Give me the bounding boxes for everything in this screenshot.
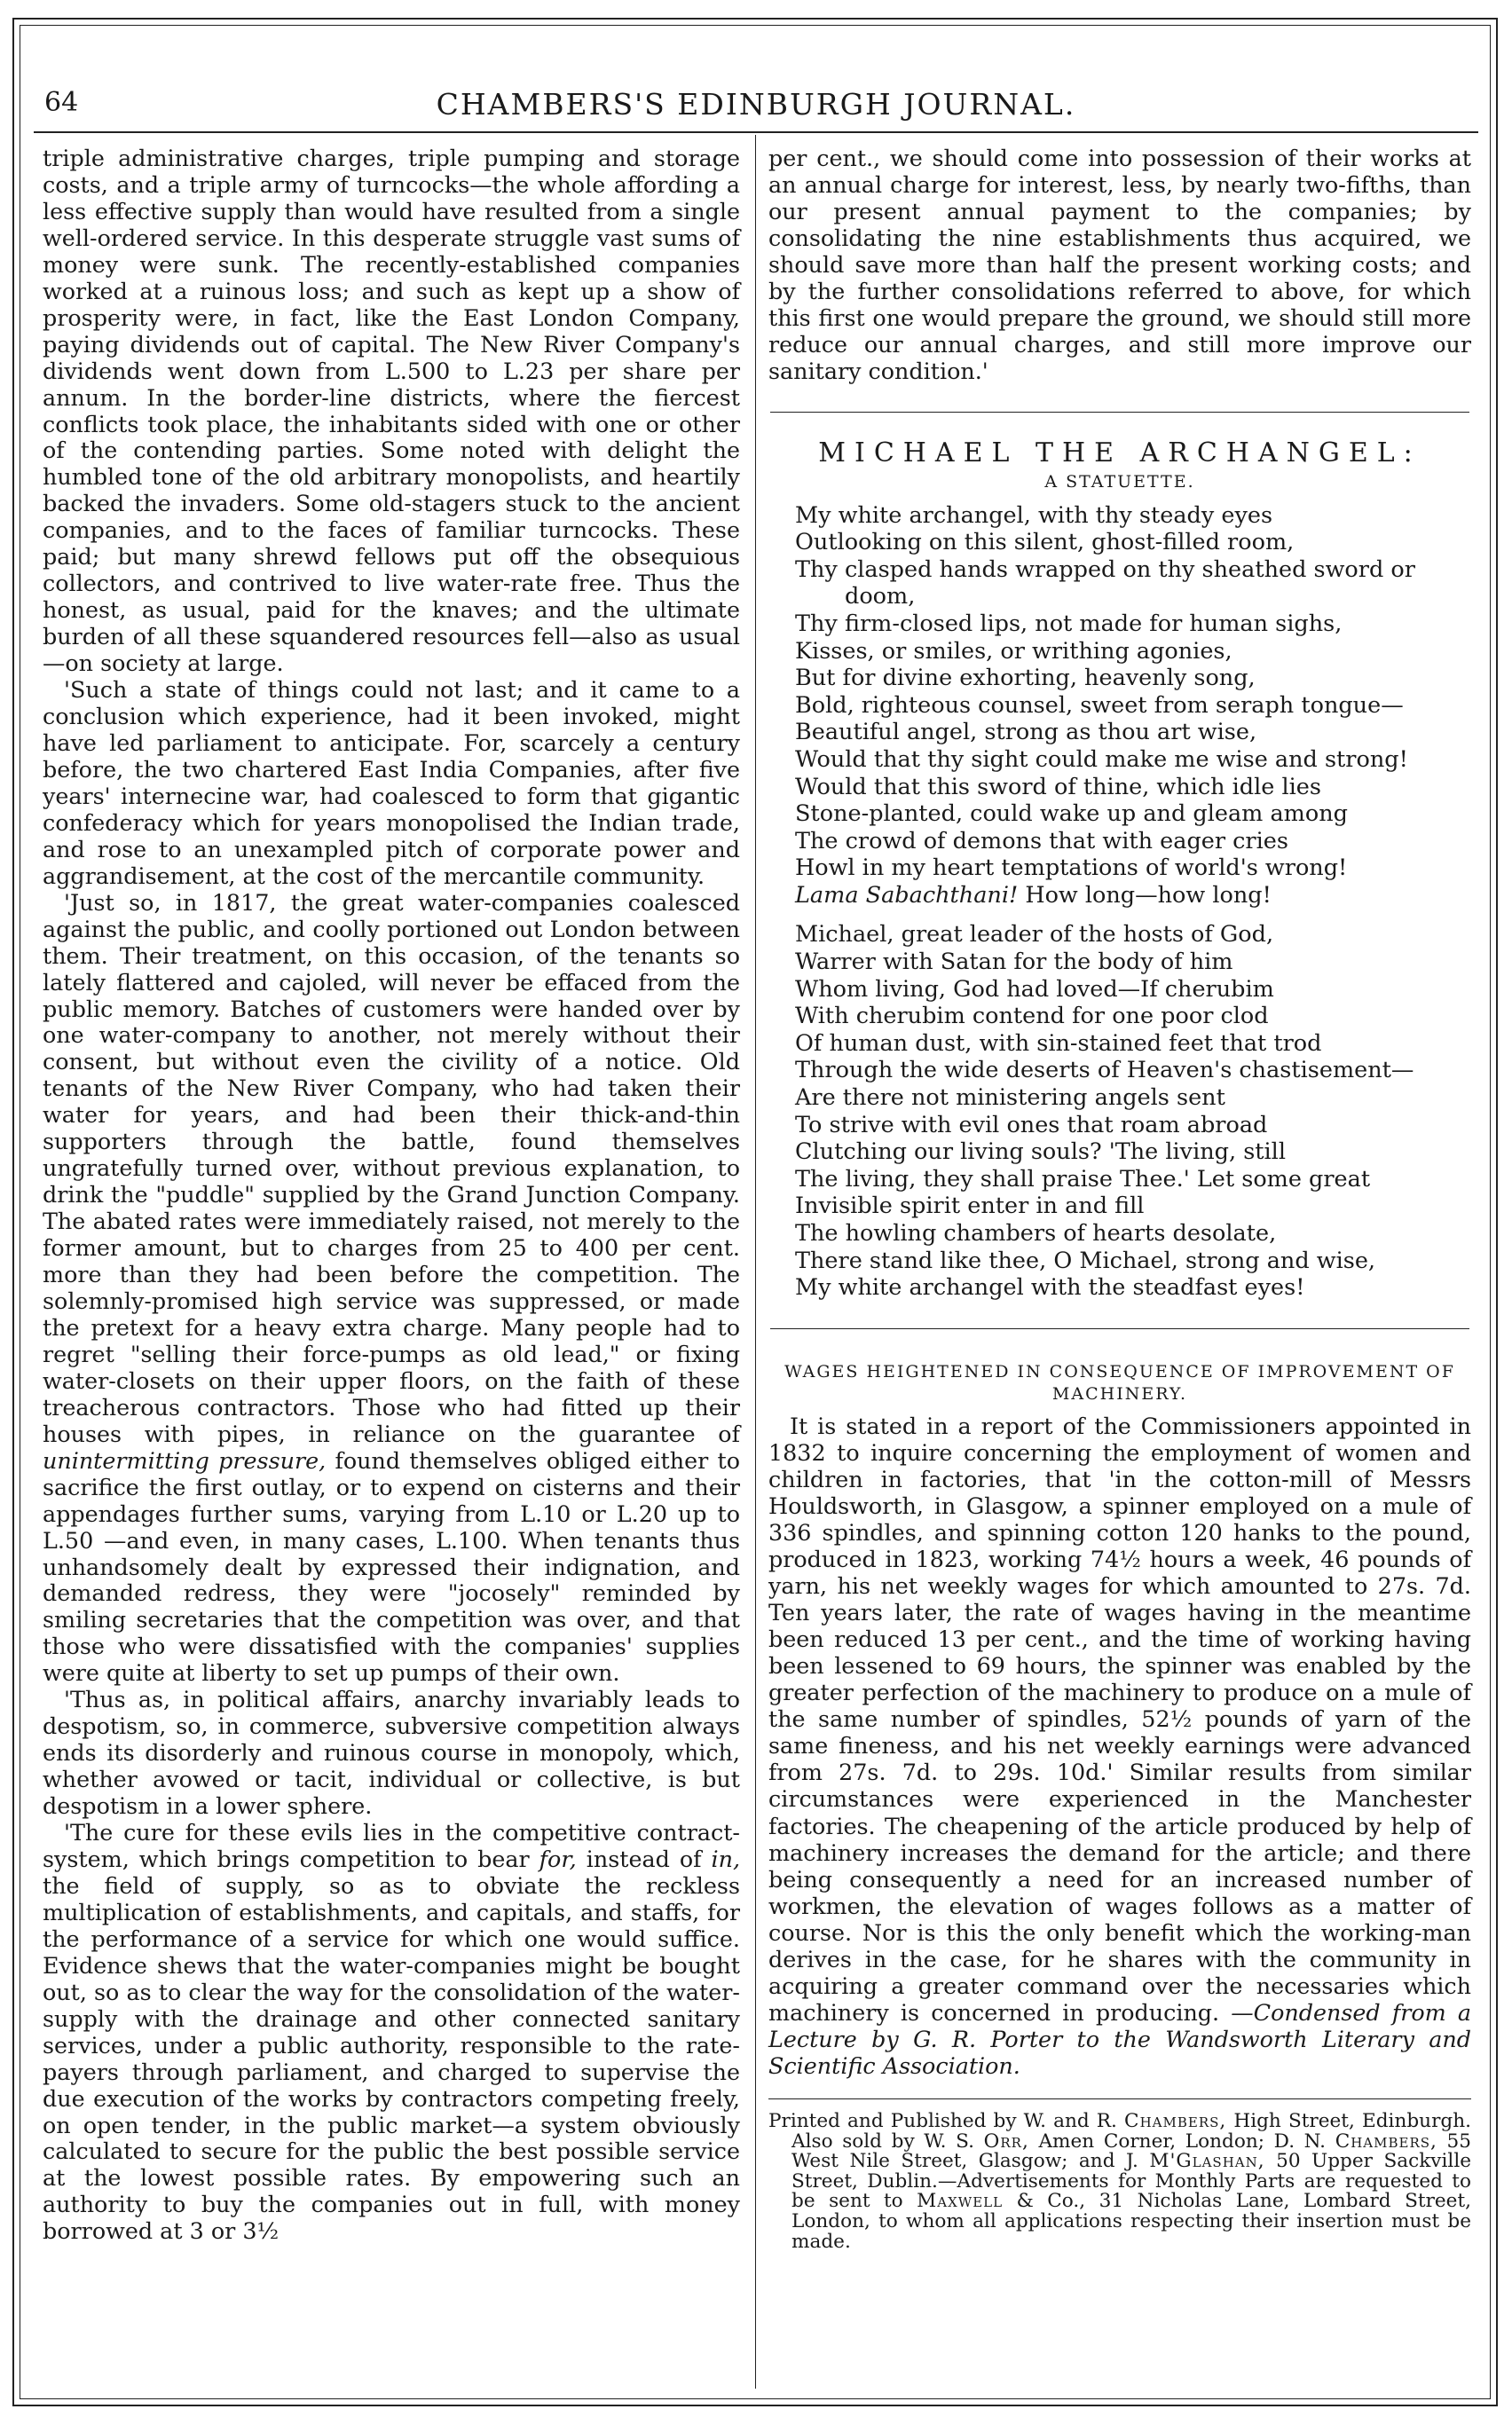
poem-subtitle: A STATUETTE.	[1044, 471, 1195, 492]
article-heading: WAGES HEIGHTENED IN CONSEQUENCE OF IMPROVEMENT OF MACHINERY.	[784, 1361, 1455, 1404]
italic-phrase: Lama Sabachthani!	[795, 881, 1019, 909]
poem-line: My white archangel, with thy steady eyes	[795, 501, 1273, 529]
imprint-segment: & Co., 31 Nicholas Lane, Lombard Street, London, to whom all applications respecting their insertion must be made.	[791, 2190, 1471, 2253]
poem-line: Bold, righteous counsel, sweet from seraph tongue—	[795, 691, 1404, 719]
poem-line-text: How long—how long!	[1025, 881, 1272, 909]
poem-title: MICHAEL THE ARCHANGEL:	[818, 437, 1421, 468]
poem-line: With cherubim contend for one poor clod	[795, 1003, 1269, 1030]
right-column	[768, 146, 1471, 2252]
imprint-segment: 55 West Nile Street, Glasgow; and J.	[791, 2130, 1471, 2173]
stanza-break	[795, 909, 1471, 921]
imprint	[768, 2098, 1471, 2252]
imprint-name: Orr,	[983, 2130, 1029, 2153]
paragraph-text: It is stated in a report of the Commissioners appointed in 1832 to inquire concerning the employment of women and children in factories, that 'in the cotton-mill of Messrs Houldsworth, in Glasgow, a spinner employed on a mule of 336 spindles, and spinning cotton 120 hanks to the pound, produced in 1823, working 74½ hours a week, 46 pounds of yarn, his net weekly wages for which amounted to 27s. 7d. Ten years later, the rate of wages having in the meantime been reduced 13 per cent., and the time of working having been lessened to 69 hours, the spinner was enabled by the greater perfection of the machinery to produce on a mule of the same number of spindles, 52½ pounds of yarn of the same fineness, and his net weekly earnings were advanced from 27s. 7d. to 29s. 10d.' Similar results from similar circumstances were experienced in the Manchester factories. The cheapening of the article produced by help of machinery increases the demand for the article; and there being consequently a need for an increased number of workmen, the elevation of wages follows as a matter of course. Nor is this the only benefit which the working-man derives in the case, for he shares with the community in acquiring a greater command over the necessaries which machinery is concerned in producing.	[768, 1412, 1471, 2026]
article-paragraph: per cent., we should come into possession of their works at an annual charge for interest, less, by nearly two-fifths, than our present annual payment to the companies; by consolidating the nine establishments thus acquired, we should save more than half the present working costs; and by the further consolidations referred to above, for which this first one would prepare the ground, we should still more reduce our annual charges, and still more improve our sanitary condition.'	[768, 145, 1471, 384]
paragraph-text: instead of	[586, 1846, 702, 1872]
italic-phrase: unintermitting pressure,	[43, 1446, 327, 1474]
poem-line: Thy clasped hands wrapped on thy sheathed sword or	[795, 555, 1415, 583]
poem-line: Thy firm-closed lips, not made for human sighs,	[795, 610, 1343, 637]
poem-line	[795, 882, 1471, 909]
poem-line: Whom living, God had loved—If cherubim	[795, 975, 1274, 1003]
poem-line: The living, they shall praise Thee.' Let some great	[795, 1165, 1371, 1193]
imprint-name: M'Glashan,	[1149, 2150, 1265, 2173]
article-continuation	[768, 146, 1471, 385]
poem-line: Invisible spirit enter in and fill	[795, 1193, 1145, 1220]
article-paragraph: triple administrative charges, triple pumping and storage costs, and a triple army of turncocks—the whole affording a less effective supply than would have resulted from a single well-ordered service. In this desperate struggle vast sums of money were sunk. The recently-established companies worked at a ruinous loss; and such as kept up a show of prosperity were, in fact, like the East London Company, paying dividends out of capital. The New River Company's dividends went down from L.500 to L.23 per share per annum. In the border-line districts, where the fiercest conflicts took place, the inhabitants sided with one or other of the contending parties. Some noted with delight the humbled tone of the old arbitrary monopolists, and heartily backed the invaders. Some old-stagers stuck to the ancient companies, and to the faces of familiar turncocks. These paid; but many shrewd fellows put off the obsequious collectors, and contrived to live water-rate free. Thus the honest, as usual, paid for the knaves; and the ultimate burden of all these squandered resources fell—also as usual—on society at large.	[43, 145, 740, 677]
paragraph-text: 'Just so, in 1817, the great water-companies coalesced against the public, and coolly portioned out London between them. Their treatment, on this occasion, of the tenants so lately flattered and cajoled, will never be effaced from the public memory. Batches of customers were handed over by one water-company to another, not merely without their consent, but without even the civility of a notice. Old tenants of the New River Company, who had taken their water for years, and had been their thick-and-thin supporters through the battle, found themselves ungratefully turned over, without previous explanation, to drink the "puddle" supplied by the Grand Junction Company. The abated rates were immediately raised, not merely to the former amount, but to charges from 25 to 400 per cent. more than they had been before the competition. The solemnly-promised high service was suppressed, or made the pretext for a heavy extra charge. Many people had to regret "selling their force-pumps as old lead," or fixing water-closets on their upper floors, on the faith of these treacherous contractors. Those who had fitted up their houses with pipes, in reliance on the guarantee of	[43, 888, 740, 1447]
italic-word: for,	[539, 1846, 577, 1872]
imprint-name: Chambers,	[1124, 2109, 1227, 2132]
source-credit: —Condensed from a Lecture by G. R. Porter to the Wandsworth Literary and Scientific Association.	[768, 1998, 1471, 2079]
poem-line: Michael, great leader of the hosts of God,	[795, 921, 1274, 949]
article-paragraph	[43, 890, 740, 1688]
imprint-segment: Printed and Published by W. and R.	[768, 2109, 1117, 2132]
imprint-segment: 50 Upper Sackville Street, Dublin.—Advertisements for Monthly Parts are requested to be sent to	[791, 2150, 1471, 2213]
article-paragraph: 'Such a state of things could not last; and it came to a conclusion which experience, had it been invoked, might have led parliament to anticipate. For, scarcely a century before, the two chartered East India Companies, after five years' internecine war, had coalesced to form that gigantic confederacy which for years monopolised the Indian trade, and rose to an unexampled pitch of corporate power and aggrandisement, at the cost of the mercantile community.	[43, 676, 740, 889]
column-divider	[755, 135, 756, 2389]
header-rule	[34, 131, 1478, 133]
poem-line: To strive with evil ones that roam abroad	[795, 1111, 1268, 1138]
poem-line: Outlooking on this silent, ghost-filled room,	[795, 529, 1295, 556]
poem-line: Warrer with Satan for the body of him	[795, 949, 1233, 976]
article-paragraph	[768, 1413, 1471, 2079]
poem-line: doom,	[845, 583, 916, 610]
imprint-name: Chambers,	[1335, 2130, 1437, 2153]
left-column	[43, 146, 740, 2245]
poem-body	[768, 502, 1471, 1302]
poem-line: Would that this sword of thine, which idle lies	[795, 773, 1321, 800]
poem-line: Are there not ministering angels sent	[795, 1084, 1225, 1112]
section-rule	[770, 412, 1469, 413]
imprint-text	[768, 2109, 1472, 2253]
italic-word: in,	[711, 1846, 741, 1872]
paragraph-text: 'The cure for these evils lies in the competitive contract-system, which brings competition to bear	[43, 1819, 740, 1872]
paragraph-text: the field of supply, so as to obviate the reckless multiplication of establishments, and capitals, and staffs, for the performance of a service for which one would suffice. Evidence shews that the water-companies might be bought out, so as to clear the way for the consolidation of the water-supply with the drainage and other connected sanitary services, under a public authority, responsible to the rate-payers through parliament, and charged to supervise the due execution of the works by contractors competing freely, on open tender, in the public market—a system obviously calculated to secure for the public the best possible service at the lowest possible rates. By empowering such an authority to buy the companies out in full, with money borrowed at 3 or 3½	[43, 1871, 740, 2245]
page-header	[34, 82, 1478, 128]
poem-line: The crowd of demons that with eager cries	[795, 827, 1288, 854]
poem-line: Beautiful angel, strong as thou art wise,	[795, 719, 1257, 746]
poem-line: Kisses, or smiles, or writhing agonies,	[795, 637, 1232, 665]
article-paragraph: 'Thus as, in political affairs, anarchy invariably leads to despotism, so, in commerce, subversive competition always ends its disorderly and ruinous course in monopoly, which, whether avowed or tacit, individual or collective, is but despotism in a lower sphere.	[43, 1686, 740, 1820]
page-number: 64	[44, 87, 79, 118]
imprint-segment: Amen Corner, London; D. N.	[1038, 2130, 1327, 2153]
poem-line: My white archangel with the steadfast eyes!	[795, 1274, 1305, 1302]
poem-line: Howl in my heart temptations of world's wrong!	[795, 854, 1348, 882]
poem-line: Stone-planted, could wake up and gleam among	[795, 800, 1348, 828]
imprint-segment: High Street, Edinburgh. Also sold by W. S.	[791, 2109, 1472, 2153]
article-paragraph	[43, 1820, 740, 2245]
section-rule	[770, 1328, 1469, 1329]
paragraph-text: found themselves obliged either to sacrifice the first outlay, or to expend on cisterns and their appendages further sums, varying from L.10 or L.20 up to L.50 —and even, in many cases, L.100. When tenants thus unhandsomely dealt by expressed their indignation, and demanded redress, they were "jocosely" reminded by smiling secretaries that the competition was over, and that those who were dissatisfied with the companies' supplies were quite at liberty to set up pumps of their own.	[43, 1446, 740, 1687]
poem-line: Would that thy sight could make me wise and strong!	[795, 745, 1408, 773]
imprint-name: Maxwell	[917, 2190, 1004, 2213]
poem-line: But for divine exhorting, heavenly song,	[795, 665, 1256, 692]
poem-line: There stand like thee, O Michael, strong and wise,	[795, 1247, 1376, 1274]
poem-line: Through the wide deserts of Heaven's chastisement—	[795, 1057, 1414, 1084]
journal-title: CHAMBERS'S EDINBURGH JOURNAL.	[436, 87, 1076, 122]
poem-line: The howling chambers of hearts desolate,	[795, 1220, 1277, 1248]
poem-line: Of human dust, with sin-stained feet that trod	[795, 1029, 1322, 1057]
poem-line: Clutching our living souls? 'The living, still	[795, 1138, 1286, 1166]
wages-article	[768, 1413, 1471, 2079]
